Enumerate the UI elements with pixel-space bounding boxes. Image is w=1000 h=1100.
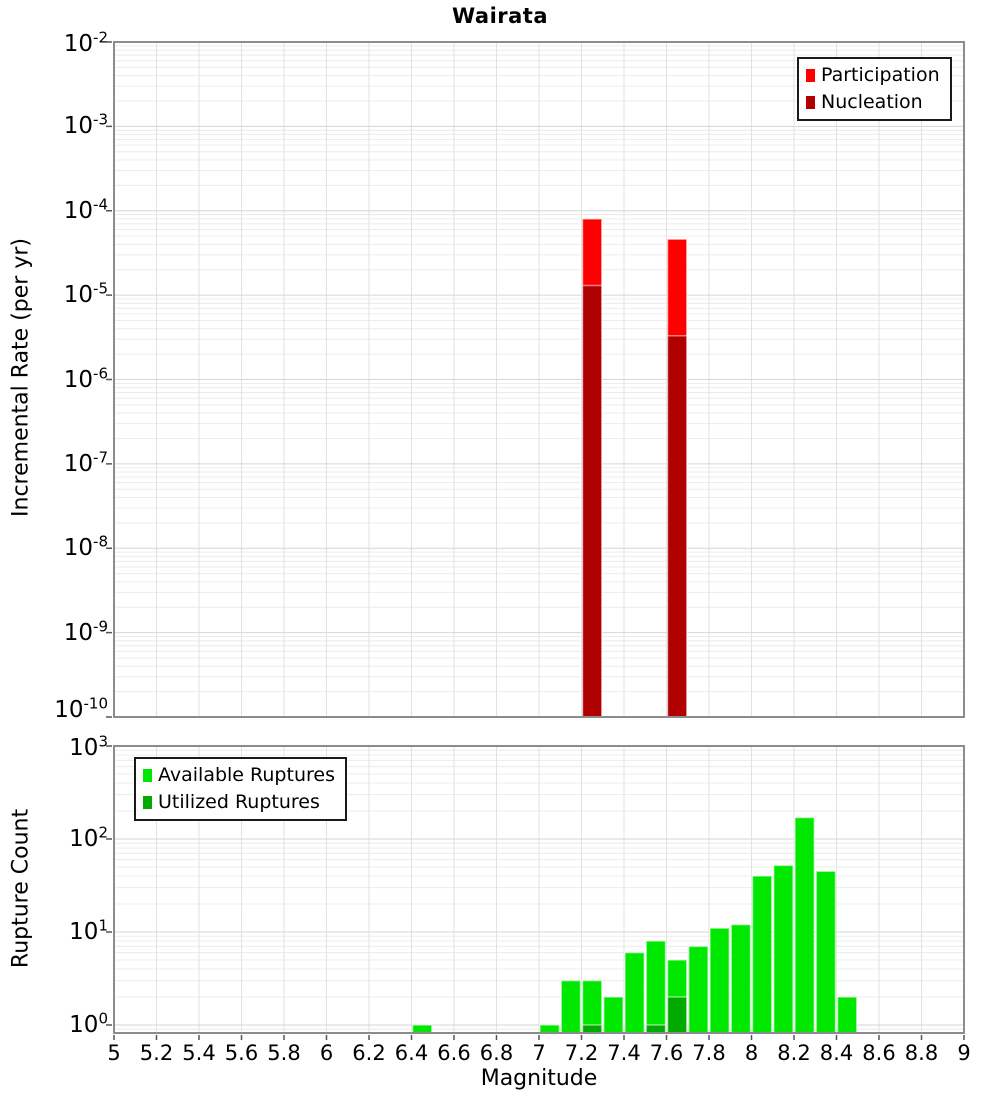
- x-tick-label-7.2: 7.2: [564, 1041, 599, 1065]
- bar-available-ruptures-7.95: [731, 925, 750, 1033]
- y-axis-label-rupture-count: Rupture Count: [8, 808, 34, 969]
- x-tick-label-5.2: 5.2: [139, 1041, 174, 1065]
- y-tick-label-1e3: $10^3$: [69, 732, 108, 761]
- x-tick-label-5.8: 5.8: [267, 1041, 301, 1065]
- legend-item-available-ruptures: [143, 762, 335, 789]
- legend-rate-panel: [797, 57, 952, 121]
- x-tick-label-7.6: 7.6: [649, 1041, 684, 1065]
- x-tick-label-7.8: 7.8: [692, 1041, 726, 1065]
- bar-available-ruptures-7.05: [540, 1025, 559, 1033]
- bar-available-ruptures-8.15: [774, 865, 793, 1033]
- y-tick-label-1e-8: $10^{-8}$: [63, 532, 108, 562]
- bar-available-ruptures-7.75: [689, 946, 708, 1033]
- y-tick-label-1e0: $10^0$: [69, 1009, 108, 1038]
- x-tick-label-6.4: 6.4: [394, 1041, 429, 1065]
- participation-swatch-icon: [806, 69, 815, 82]
- bar-available-ruptures-7.45: [625, 953, 644, 1033]
- y-tick-label-1e-7: $10^{-7}$: [63, 448, 108, 477]
- x-tick-label-6.8: 6.8: [479, 1041, 514, 1065]
- y-tick-label-1e-2: $10^{-2}$: [63, 28, 108, 57]
- legend-label-utilized-ruptures: Utilized Ruptures: [158, 791, 320, 813]
- bar-available-ruptures-8.35: [816, 871, 835, 1033]
- bar-nucleation-7.25: [583, 286, 602, 717]
- x-tick-label-5: 5: [107, 1041, 121, 1065]
- y-tick-label-1e1: $10^1$: [69, 916, 108, 945]
- x-tick-label-7.4: 7.4: [607, 1041, 641, 1065]
- x-tick-label-8.2: 8.2: [777, 1041, 811, 1065]
- legend-count-panel: [134, 757, 347, 821]
- available-ruptures-swatch-icon: [143, 769, 152, 782]
- bar-available-ruptures-6.45: [413, 1025, 432, 1033]
- bar-utilized-ruptures-7.55: [646, 1025, 665, 1033]
- x-tick-label-8.4: 8.4: [819, 1041, 854, 1065]
- bar-available-ruptures-8.45: [838, 997, 857, 1033]
- x-tick-label-8: 8: [744, 1041, 759, 1065]
- y-tick-label-1e2: $10^2$: [69, 823, 108, 852]
- chart-title: Wairata: [451, 4, 549, 28]
- x-axis-label-magnitude: Magnitude: [480, 1066, 598, 1091]
- x-tick-label-9: 9: [957, 1041, 971, 1065]
- x-tick-label-5.6: 5.6: [224, 1041, 259, 1065]
- x-tick-label-8.6: 8.6: [862, 1041, 896, 1065]
- bar-available-ruptures-7.55: [646, 941, 665, 1033]
- bar-nucleation-7.65: [668, 336, 687, 717]
- legend-item-nucleation: [806, 89, 940, 116]
- legend-label-nucleation: Nucleation: [821, 91, 923, 113]
- gridlines-panel-incremental-rate: [114, 42, 964, 717]
- bar-utilized-ruptures-7.25: [583, 1025, 602, 1033]
- legend-item-participation: [806, 62, 940, 89]
- bars-panel-rupture-count: [413, 818, 857, 1033]
- bar-utilized-ruptures-7.65: [668, 997, 687, 1033]
- x-tick-label-6.2: 6.2: [352, 1041, 386, 1065]
- bar-available-ruptures-7.15: [561, 981, 580, 1033]
- x-tick-label-7: 7: [532, 1041, 546, 1065]
- nucleation-swatch-icon: [806, 96, 815, 109]
- x-tick-label-8.8: 8.8: [904, 1041, 939, 1065]
- x-tick-label-6.6: 6.6: [437, 1041, 471, 1065]
- x-tick-label-6: 6: [319, 1041, 334, 1065]
- y-tick-label-1e-3: $10^{-3}$: [63, 110, 108, 140]
- y-tick-label-1e-4: $10^{-4}$: [63, 195, 108, 224]
- utilized-ruptures-swatch-icon: [143, 796, 152, 809]
- bar-available-ruptures-8.05: [753, 876, 772, 1033]
- legend-label-available-ruptures: Available Ruptures: [158, 764, 335, 786]
- bar-available-ruptures-7.35: [604, 997, 623, 1033]
- y-tick-label-1e-10: $10^{-10}$: [54, 694, 108, 723]
- y-axis-label-incremental-rate: Incremental Rate (per yr): [8, 238, 34, 517]
- legend-item-utilized-ruptures: [143, 789, 335, 816]
- y-tick-label-1e-6: $10^{-6}$: [63, 363, 108, 393]
- legend-label-participation: Participation: [821, 64, 940, 86]
- bar-available-ruptures-8.25: [795, 818, 814, 1033]
- bar-available-ruptures-7.85: [710, 928, 729, 1033]
- y-tick-label-1e-5: $10^{-5}$: [63, 279, 108, 309]
- y-tick-label-1e-9: $10^{-9}$: [63, 616, 108, 646]
- x-tick-label-5.4: 5.4: [182, 1041, 216, 1065]
